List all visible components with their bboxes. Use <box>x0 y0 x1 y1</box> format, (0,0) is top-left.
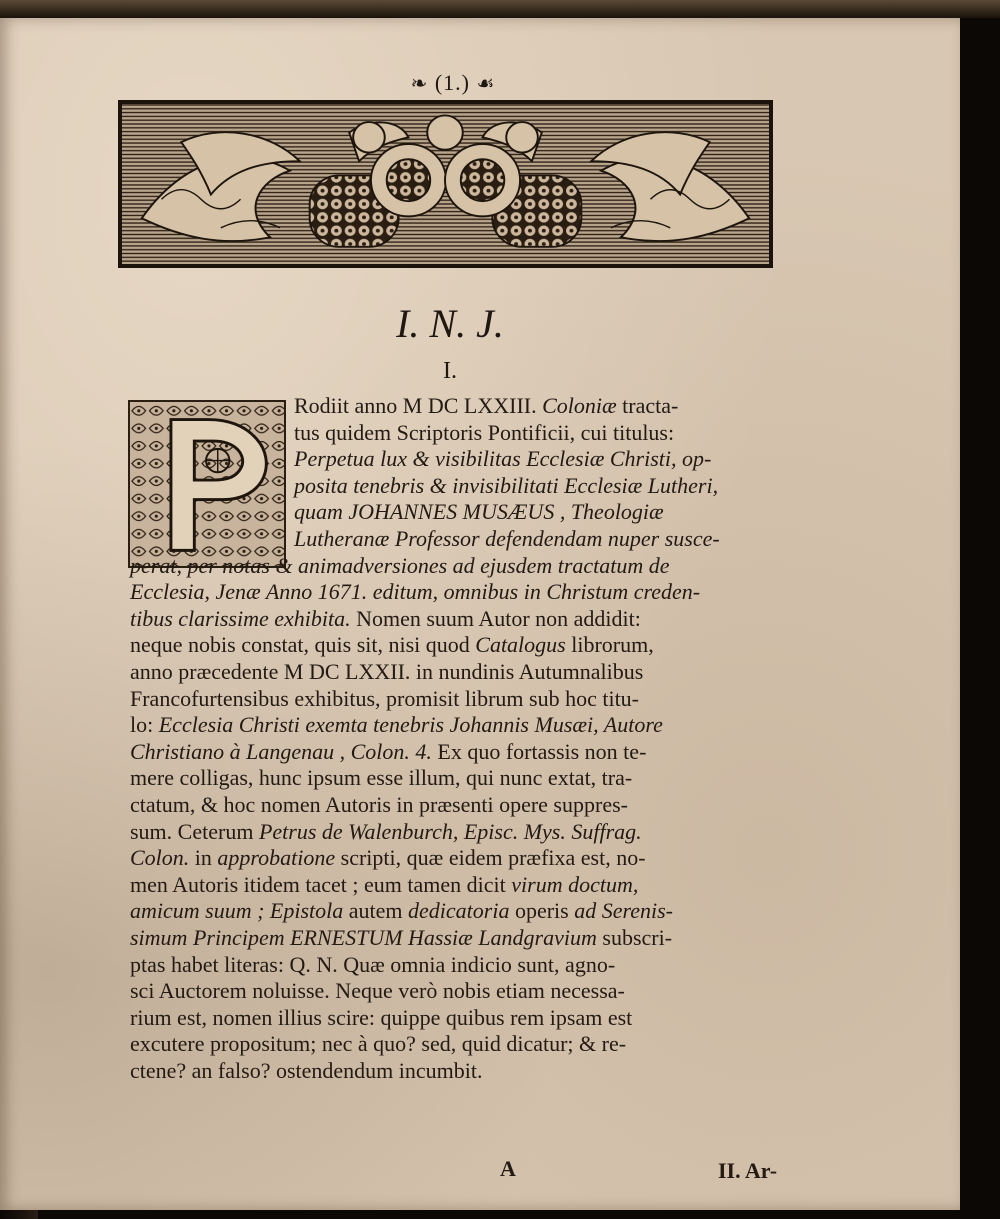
text-line <box>130 845 646 871</box>
text-run: neque nobis constat, quis sit, nisi quod <box>130 632 476 658</box>
text-line <box>130 553 670 579</box>
text-line <box>130 606 641 632</box>
text-line <box>130 579 700 605</box>
text-run: librorum, <box>565 632 654 658</box>
text-run: sum. Ceterum <box>130 818 259 844</box>
text-run: mere colligas, hunc ipsum esse illum, qui nunc extat, tra- <box>130 765 633 791</box>
text-run: Rodiit anno M DC LXXIII. <box>294 393 543 418</box>
text-run: lo: <box>130 712 159 738</box>
text-line <box>130 792 628 818</box>
text-run: operis <box>509 898 575 924</box>
text-run: posita tenebris & invisibilitati Ecclesiæ Lutheri, <box>294 472 719 498</box>
text-line <box>294 499 664 525</box>
text-line <box>130 739 646 765</box>
section-number: I. <box>443 358 457 384</box>
book-page <box>0 18 960 1210</box>
text-run: Ecclesia Christi exemta tenebris Johannis Musæi, Autore <box>158 712 663 738</box>
book-top-edge <box>0 0 1000 18</box>
text-run: Lutheranæ Professor defendendam nuper susce- <box>294 526 720 551</box>
text-line <box>294 473 718 499</box>
text-run: excutere propositum; nec à quo? sed, quid dicatur; & re- <box>130 1031 627 1057</box>
text-run: simum Principem ERNESTUM Hassiæ Landgravium <box>130 925 597 950</box>
text-run: amicum suum ; Epistola <box>130 898 344 924</box>
text-run: Coloniæ <box>542 393 617 418</box>
signature-mark: A <box>500 1156 516 1181</box>
text-run: ctatum, & hoc nomen Autoris in præsenti opere suppres- <box>130 792 628 817</box>
text-run: anno præcedente M DC LXXII. in nundinis Autumnalibus <box>130 659 644 684</box>
text-run: ctene? an falso? ostendendum incumbit. <box>130 1058 483 1083</box>
text-line <box>130 952 615 978</box>
text-run: autem <box>343 898 409 924</box>
right-ornament-icon: ☙ <box>476 73 496 95</box>
text-run: tracta- <box>616 393 679 418</box>
text-line <box>130 686 639 712</box>
left-ornament-icon: ❧ <box>410 73 429 95</box>
text-line <box>294 446 711 472</box>
text-line <box>130 659 643 685</box>
text-run: Ex quo fortassis non te- <box>431 738 647 764</box>
text-line <box>130 925 672 951</box>
page-number <box>378 70 528 96</box>
text-line <box>294 393 678 419</box>
text-line <box>130 898 673 924</box>
text-run: Colon. <box>130 845 190 871</box>
text-run: approbatione <box>217 845 336 871</box>
text-line <box>130 872 638 898</box>
catchword: II. Ar- <box>718 1158 778 1183</box>
invocation-heading: I. N. J. <box>396 301 504 346</box>
text-run: virum doctum, <box>511 871 639 897</box>
text-line <box>130 1005 632 1031</box>
text-line <box>130 765 632 791</box>
text-run: tibus clarissime exhibita. <box>130 605 351 631</box>
text-line <box>130 978 625 1004</box>
text-run: quam JOHANNES MUSÆUS , Theologiæ <box>294 499 664 525</box>
text-run: tus quidem Scriptoris Pontificii, cui titulus: <box>294 419 675 445</box>
text-run: Christiano à Langenau , Colon. 4. <box>130 738 432 764</box>
text-run: men Autoris itidem tacet ; eum tamen dicit <box>130 871 512 897</box>
text-run: Catalogus <box>475 632 566 658</box>
text-line <box>294 526 720 552</box>
text-run: sci Auctorem noluisse. Neque verò nobis etiam necessa- <box>130 978 625 1004</box>
text-run: Ecclesia, Jenæ Anno 1671. editum, omnibus in Christum creden- <box>130 579 701 605</box>
text-run: rium est, nomen illius scire: quippe quibus rem ipsam est <box>130 1004 633 1030</box>
text-run: in <box>189 845 218 871</box>
text-run: subscri- <box>596 925 673 950</box>
text-line <box>130 819 642 845</box>
page-number-text: (1.) <box>434 70 470 95</box>
text-run: Petrus de Walenburch, Episc. Mys. Suffrag. <box>258 818 642 844</box>
text-line <box>130 632 654 658</box>
text-line <box>130 712 663 738</box>
text-run: ptas habet literas: Q. N. Quæ omnia indicio sunt, agno- <box>130 951 616 977</box>
text-run: dedicatoria <box>408 898 510 924</box>
text-run: Nomen suum Autor non addidit: <box>350 605 641 631</box>
text-line <box>130 1031 626 1057</box>
woodcut-headpiece <box>118 100 773 268</box>
text-line <box>130 1058 483 1084</box>
decorated-initial <box>128 400 286 568</box>
text-run: Perpetua lux & visibilitas Ecclesiæ Christi, op- <box>294 446 712 472</box>
text-run: ad Serenis- <box>574 898 674 924</box>
text-run: perat, per notas & animadversiones ad ejusdem tractatum de <box>130 552 670 578</box>
text-run: scripti, quæ eidem præfixa est, no- <box>335 845 646 871</box>
text-line <box>294 420 674 446</box>
text-run: Francofurtensibus exhibitus, promisit librum sub hoc titu- <box>130 685 640 711</box>
